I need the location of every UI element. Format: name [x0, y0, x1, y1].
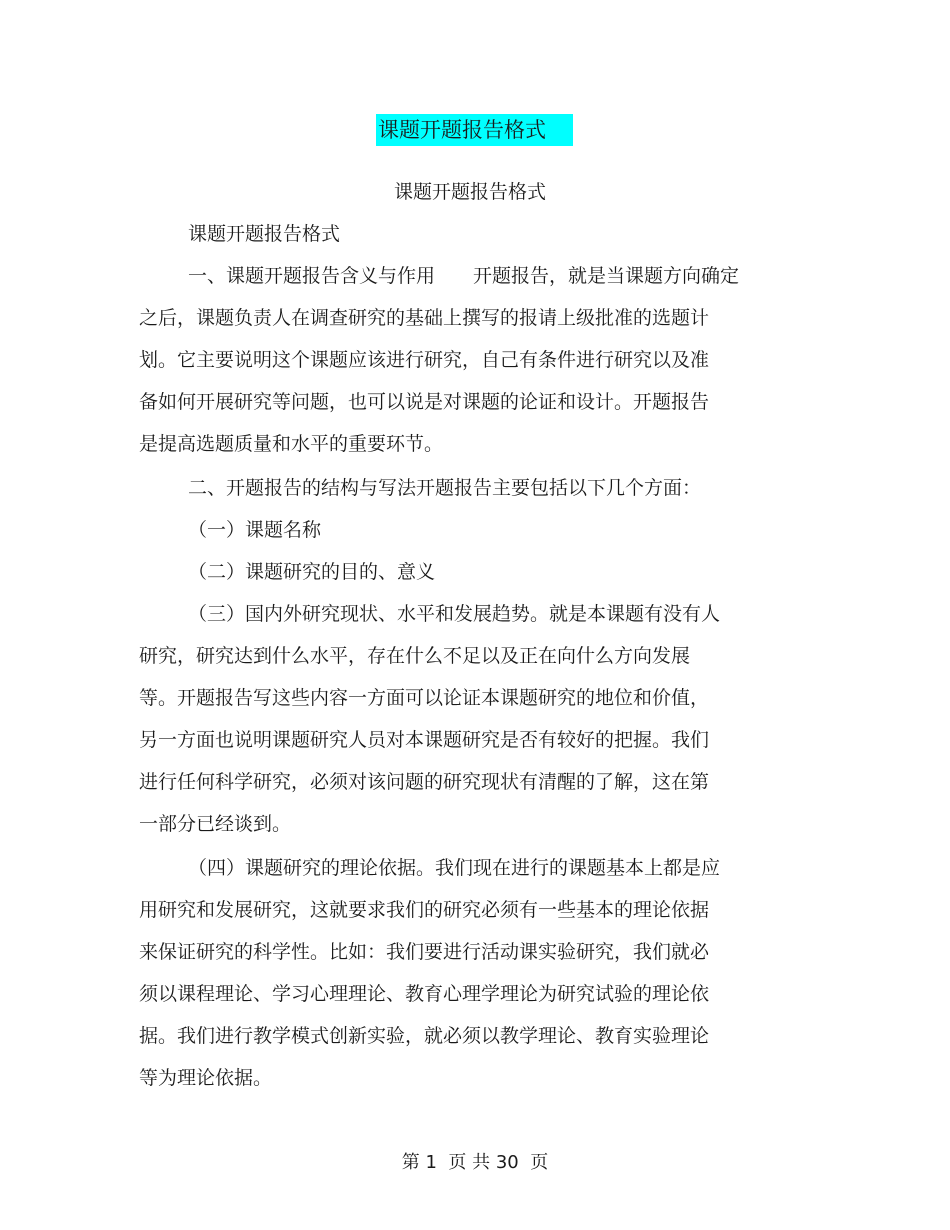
body-line: 划。它主要说明这个课题应该进行研究，自己有条件进行研究以及准 — [139, 349, 710, 371]
body-line: 来保证研究的科学性。比如：我们要进行活动课实验研究，我们就必 — [139, 941, 710, 963]
body-line: （一）课题名称 — [188, 519, 322, 541]
body-line: 研究，研究达到什么水平，存在什么不足以及正在向什么方向发展 — [139, 645, 691, 667]
body-line: 备如何开展研究等问题，也可以说是对课题的论证和设计。开题报告 — [139, 391, 710, 413]
body-line: （三）国内外研究现状、水平和发展趋势。就是本课题有没有人 — [188, 603, 721, 625]
body-line: 课题开题报告格式 — [188, 223, 341, 245]
body-line: 用研究和发展研究，这就要求我们的研究必须有一些基本的理论依据 — [139, 899, 710, 921]
body-line: 据。我们进行教学模式创新实验，就必须以教学理论、教育实验理论 — [139, 1025, 710, 1047]
page-number-footer: 第 1 页 共 30 页 — [401, 1152, 549, 1173]
body-line: （二）课题研究的目的、意义 — [188, 561, 436, 583]
page-title: 课题开题报告格式 — [376, 114, 573, 146]
body-line: 二、开题报告的结构与写法开题报告主要包括以下几个方面： — [188, 477, 702, 499]
body-line: （四）课题研究的理论依据。我们现在进行的课题基本上都是应 — [188, 857, 721, 879]
body-line: 之后，课题负责人在调查研究的基础上撰写的报请上级批准的选题计 — [139, 307, 710, 329]
body-line: 另一方面也说明课题研究人员对本课题研究是否有较好的把握。我们 — [139, 729, 710, 751]
body-line: 是提高选题质量和水平的重要环节。 — [139, 433, 444, 455]
document-subtitle: 课题开题报告格式 — [393, 181, 546, 203]
body-line: 进行任何科学研究，必须对该问题的研究现状有清醒的了解，这在第 — [139, 771, 710, 793]
body-line: 等。开题报告写这些内容一方面可以论证本课题研究的地位和价值， — [139, 687, 710, 709]
body-line: 须以课程理论、学习心理理论、教育心理学理论为研究试验的理论依 — [139, 983, 710, 1005]
body-line: 一、课题开题报告含义与作用 开题报告，就是当课题方向确定 — [188, 265, 740, 287]
body-line: 一部分已经谈到。 — [139, 813, 292, 835]
body-line: 等为理论依据。 — [139, 1067, 273, 1089]
